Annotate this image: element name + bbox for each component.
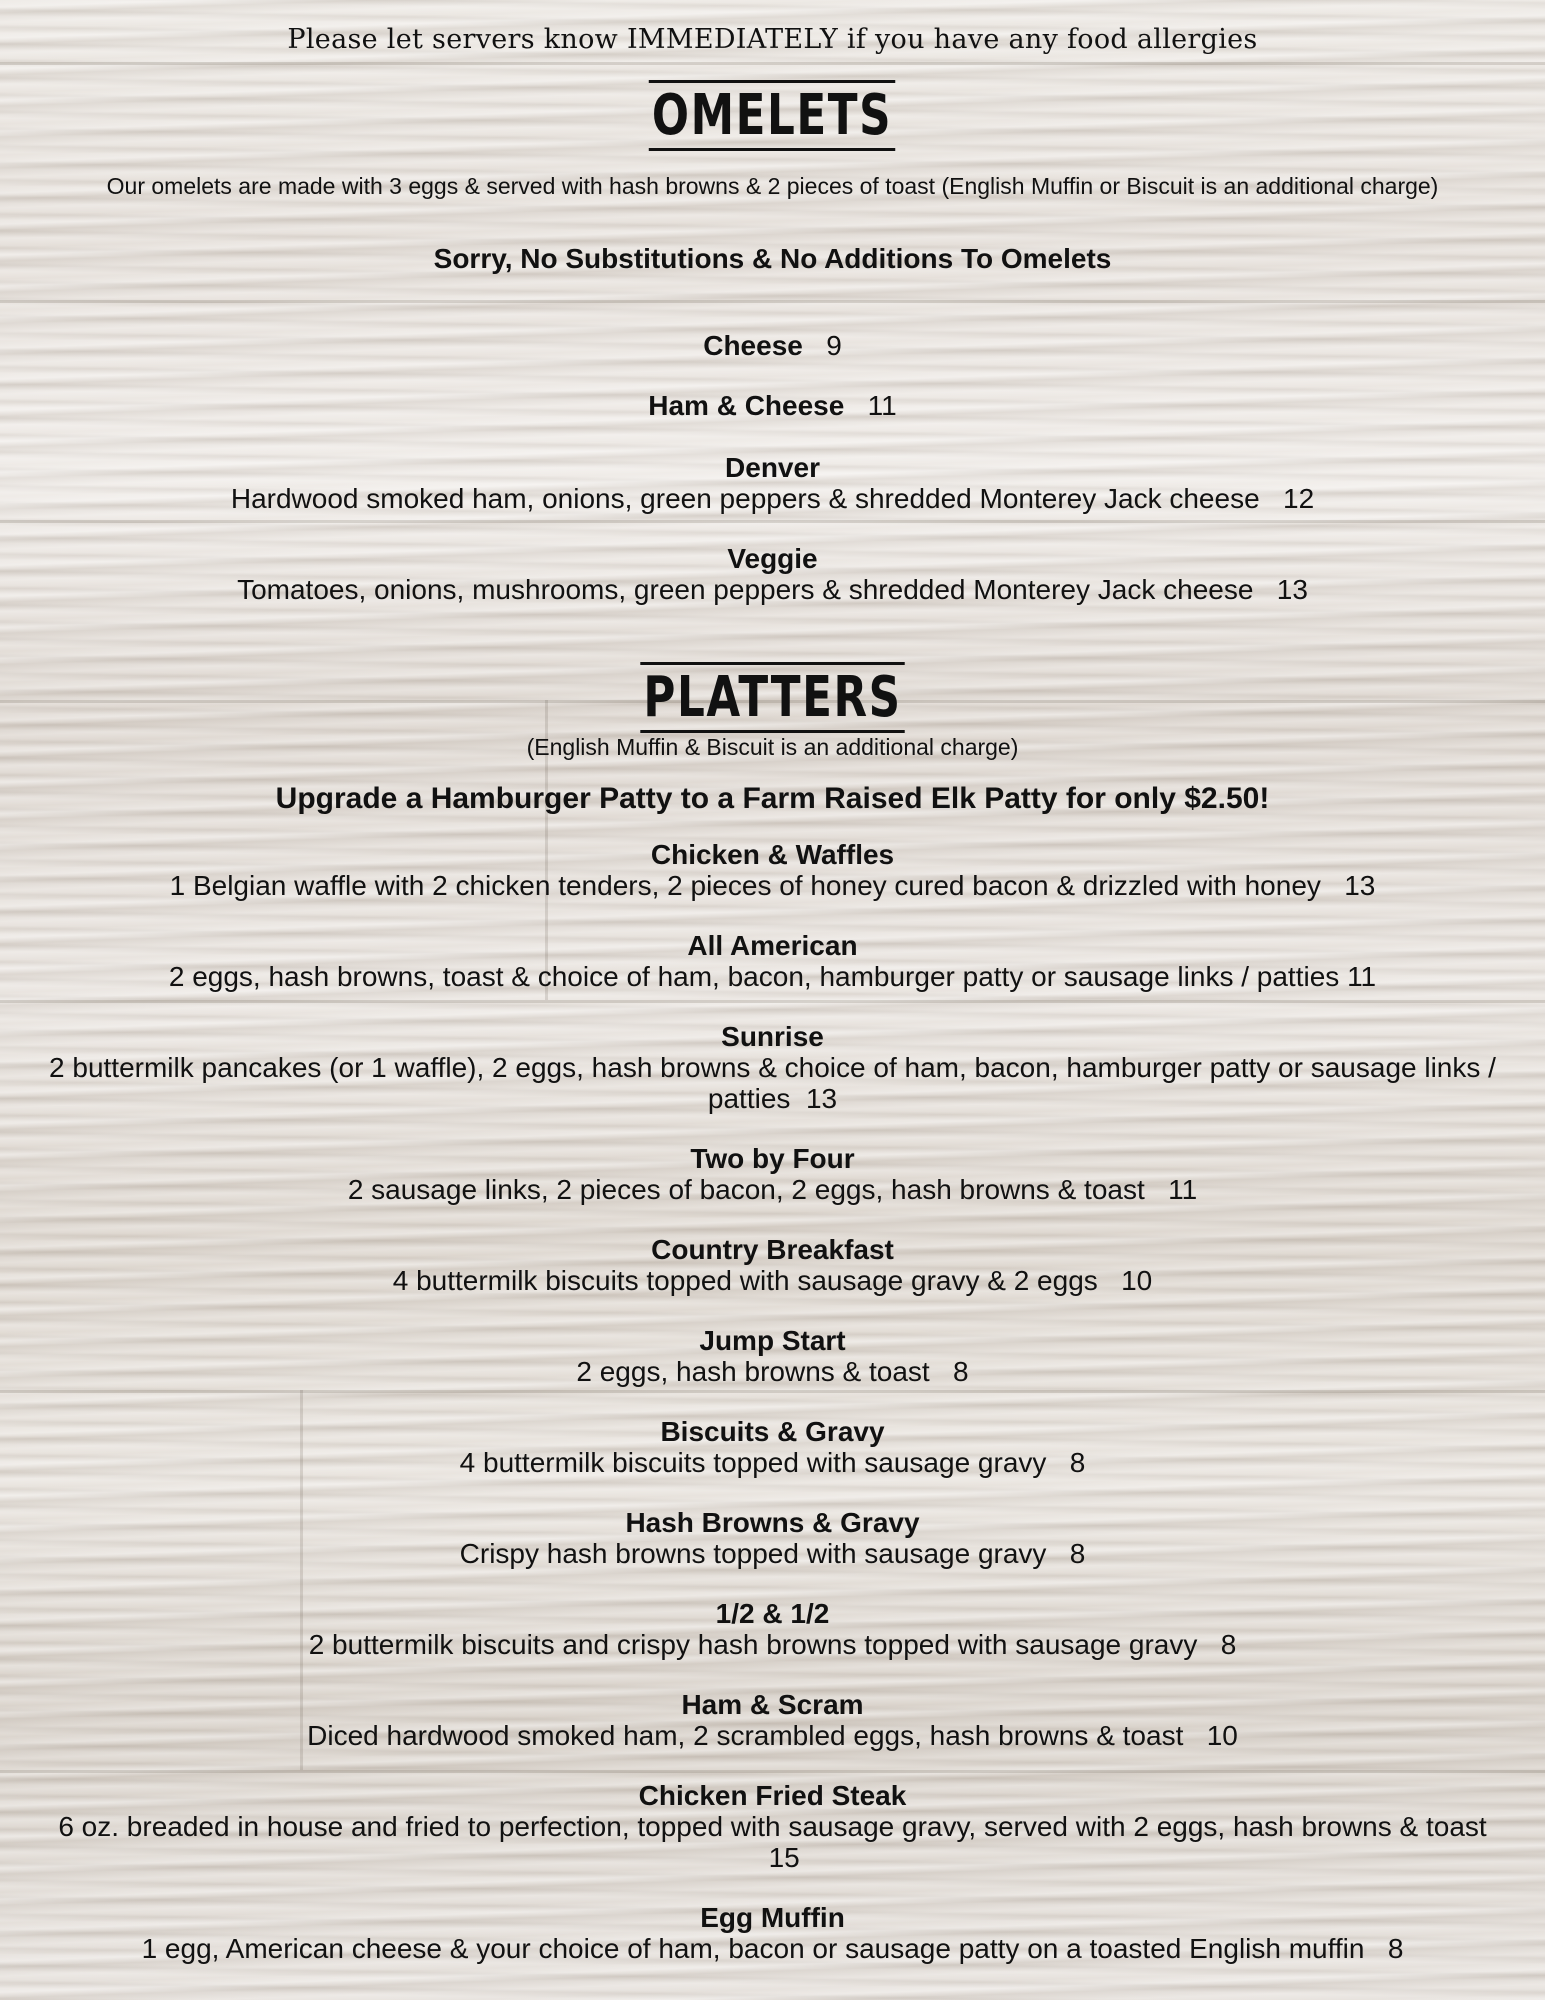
platter-item-name: Chicken & Waffles (650, 839, 895, 870)
platter-item-name: Sunrise (721, 1021, 824, 1052)
platter-item (40, 930, 1505, 992)
platter-item-name: Jump Start (699, 1325, 846, 1356)
platter-item (40, 1021, 1505, 1114)
platter-item-price: 11 (1168, 1174, 1198, 1205)
platter-item-description: Crispy hash browns topped with sausage gravy (459, 1538, 1047, 1569)
platter-item-price: 13 (1344, 870, 1376, 901)
platter-item-description: 4 buttermilk biscuits topped with sausage gravy (459, 1447, 1047, 1478)
platter-item-description: 2 eggs, hash browns & toast (576, 1356, 930, 1387)
platter-item-description: 2 buttermilk biscuits and crispy hash browns topped with sausage gravy (308, 1629, 1198, 1660)
platter-item-price: 8 (1387, 1933, 1404, 1964)
platter-item-price: 8 (1220, 1629, 1237, 1660)
omelet-item-price: 9 (826, 330, 842, 361)
platter-item (40, 1780, 1505, 1873)
platter-item-price: 8 (1069, 1538, 1086, 1569)
omelet-item (40, 543, 1505, 605)
platter-item-description: 2 sausage links, 2 pieces of bacon, 2 eggs, hash browns & toast (347, 1174, 1145, 1205)
omelet-item (40, 330, 1505, 361)
platter-item-name: Ham & Scram (681, 1689, 864, 1720)
platter-item-price: 8 (1069, 1447, 1086, 1478)
platters-heading-text: PLATTERS (640, 662, 905, 733)
omelets-heading-text: OMELETS (649, 80, 896, 151)
platter-item-name: Biscuits & Gravy (660, 1416, 885, 1447)
platter-item-price: 8 (953, 1356, 969, 1387)
platter-item (40, 1143, 1505, 1205)
omelet-item-description: Tomatoes, onions, mushrooms, green peppers & shredded Monterey Jack cheese (237, 574, 1254, 605)
platter-item-description: 1 Belgian waffle with 2 chicken tenders, 2 pieces of honey cured bacon & drizzled with honey (169, 870, 1321, 901)
platter-item-price: 10 (1206, 1720, 1238, 1751)
omelet-item-name: Veggie (727, 543, 818, 574)
platter-item (40, 1689, 1505, 1751)
platter-item-price: 10 (1121, 1265, 1153, 1296)
allergy-notice: Please let servers know IMMEDIATELY if you have any food allergies (287, 24, 1258, 55)
platter-item-name: All American (687, 930, 858, 961)
omelet-item (40, 390, 1505, 421)
omelet-item-description: Hardwood smoked ham, onions, green peppers & shredded Monterey Jack cheese (230, 483, 1260, 514)
platters-heading (0, 662, 1545, 733)
platter-item-description: Diced hardwood smoked ham, 2 scrambled eggs, hash browns & toast (307, 1720, 1184, 1751)
platter-item-description: 4 buttermilk biscuits topped with sausage gravy & 2 eggs (392, 1265, 1098, 1296)
platter-item-description: 2 buttermilk pancakes (or 1 waffle), 2 eggs, hash browns & choice of ham, bacon, hamburger patty or sausage links / patties (49, 1052, 1496, 1114)
platter-item-name: Hash Browns & Gravy (625, 1507, 920, 1538)
omelets-heading (0, 80, 1545, 151)
omelets-note: Our omelets are made with 3 eggs & served with hash browns & 2 pieces of toast (English Muffin or Biscuit is an additional charge) (106, 173, 1439, 199)
platter-item (40, 1234, 1505, 1296)
platter-item-price: 11 (1347, 961, 1377, 992)
omelet-item-price: 12 (1283, 483, 1315, 514)
platter-item-name: Two by Four (690, 1143, 855, 1174)
platter-item-name: 1/2 & 1/2 (715, 1598, 830, 1629)
omelet-item-name: Denver (725, 452, 820, 483)
platters-note: (English Muffin & Biscuit is an additional charge) (526, 734, 1019, 760)
omelet-item-name: Cheese (703, 330, 803, 361)
omelet-item (40, 452, 1505, 514)
platter-item-price: 15 (768, 1842, 800, 1873)
omelet-item-price: 13 (1276, 574, 1308, 605)
platter-item (40, 1507, 1505, 1569)
omelet-item-name: Ham & Cheese (648, 390, 845, 421)
omelet-item-price: 11 (867, 390, 897, 421)
platter-item (40, 1325, 1505, 1387)
elk-upgrade-callout: Upgrade a Hamburger Patty to a Farm Raised Elk Patty for only $2.50! (275, 782, 1270, 815)
platter-item-description: 6 oz. breaded in house and fried to perfection, topped with sausage gravy, served with 2 eggs, hash browns & toast (58, 1811, 1487, 1842)
platter-item (40, 1416, 1505, 1478)
platter-item-description: 2 eggs, hash browns, toast & choice of ham, bacon, hamburger patty or sausage links / patties (168, 961, 1340, 992)
platter-item-name: Country Breakfast (651, 1234, 894, 1265)
platter-item (40, 1598, 1505, 1660)
platter-item (40, 839, 1505, 901)
platter-item (40, 1902, 1505, 1964)
omelets-policy: Sorry, No Substitutions & No Additions To Omelets (433, 243, 1112, 274)
platter-item-name: Egg Muffin (700, 1902, 845, 1933)
platter-item-price: 13 (805, 1083, 838, 1114)
platter-item-name: Chicken Fried Steak (638, 1780, 907, 1811)
platter-item-description: 1 egg, American cheese & your choice of ham, bacon or sausage patty on a toasted English muffin (141, 1933, 1365, 1964)
